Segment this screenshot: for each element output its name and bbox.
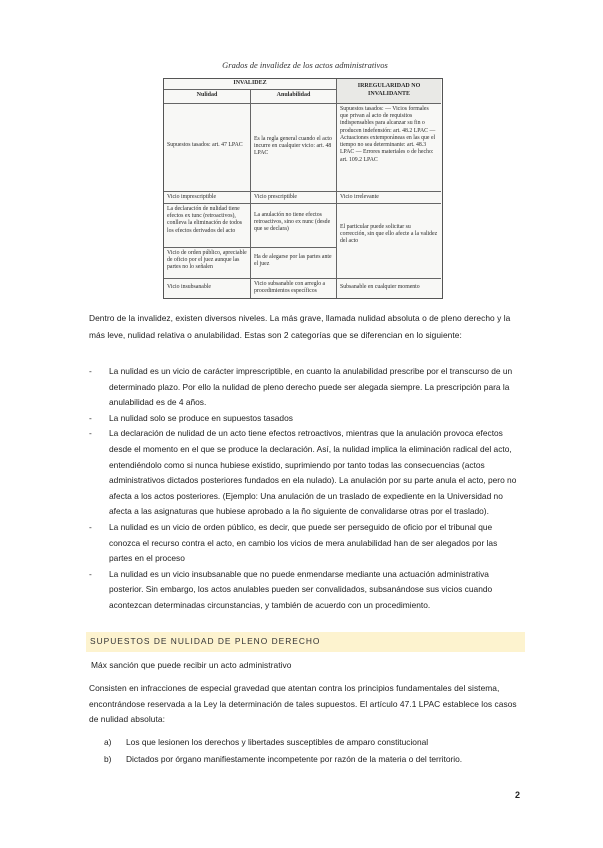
intro-paragraph: Dentro de la invalidez, existen diversos niveles. La más grave, llamada nulidad absoluta o de pleno derecho y la más leve, nulidad relativa o anulabilidad. Estas son 2 categorías que se diferencian en lo siguiente: (89, 313, 511, 340)
list-item-text: Los que lesionen los derechos y libertades susceptibles de amparo constitucional (126, 737, 429, 747)
header-invalidez: INVALIDEZ (233, 80, 267, 86)
cell-r34-irregularidad: El particular puede solicitar su corrección, sin que ello afecte a la validez del acto (340, 224, 438, 245)
header-irregularidad: IRREGULARIDAD NO INVALIDANTE (337, 79, 441, 103)
section-heading: SUPUESTOS DE NULIDAD DE PLENO DERECHO (90, 636, 321, 646)
page-number: 2 (515, 790, 521, 800)
list-item (104, 751, 534, 768)
list-item-text: La nulidad solo se produce en supuestos tasados (109, 412, 293, 423)
cell-r1-irregularidad: Supuestos tasados: — Vicios formales que privan al acto de requisitos indispensables para alcanzar su fin o producen indefensión: art. 48.2 LPAC — Actuaciones extemporáneas en las que el tiempo no sea determinante: art. 48.3 LPAC — Errores materiales o de hecho: art. 109.2 LPAC (340, 106, 436, 163)
table-title: Grados de invalidez de los actos administrativos (222, 60, 388, 70)
list-item (89, 567, 519, 614)
cell-r3-anulabilidad: La anulación no tiene efectos retroactivos, sino ex nunc (desde que se declara) (254, 212, 331, 233)
bullet-marker: - (89, 366, 92, 376)
list-item (89, 426, 519, 520)
cell-r2-anulabilidad: Vicio prescriptible (254, 194, 297, 200)
col-anulabilidad: Anulabilidad (276, 92, 311, 98)
list-item-text: La nulidad es un vicio insubsanable que no puede enmendarse mediante una actuación administrativa posterior. Sin embargo, los actos anulables pueden ser convalidados, subsanándose sus vicios cuando acontezcan determinadas circunstancias, y también de acuerdo con un procedimiento. (109, 568, 493, 610)
list-item (89, 411, 519, 427)
list-item-text: Dictados por órgano manifiestamente incompetente por razón de la materia o del territorio. (126, 754, 463, 764)
differences-list (89, 364, 519, 614)
bullet-marker: - (89, 412, 92, 423)
cell-r5-irregularidad: Subsanable en cualquier momento (340, 284, 420, 290)
subheading: Máx sanción que puede recibir un acto administrativo (91, 660, 292, 670)
list-item-text: La nulidad es un vicio de orden público, es decir, que puede ser perseguido de oficio por el tribunal que conozca el recurso contra el acto, en cambio los vicios de mera anulabilidad han de ser alegados por las partes en el proceso (109, 521, 498, 564)
cell-r2-nulidad: Vicio imprescriptible (167, 194, 217, 200)
cell-r4-nulidad: Vicio de orden público, apreciable de oficio por el juez aunque las partes no lo señalen (167, 250, 247, 271)
bullet-marker: - (89, 568, 92, 579)
bullet-marker: - (89, 428, 92, 439)
invalidity-grades-table (163, 78, 443, 299)
list-marker: b) (104, 754, 112, 764)
cell-r5-anulabilidad: Vicio subsanable con arreglo a procedimientos específicos (254, 281, 326, 295)
cell-r3-nulidad: La declaración de nulidad tiene efectos ex tunc (retroactivos), conlleva la eliminación de todos los efectos derivados del acto (167, 206, 243, 234)
cell-r1-anulabilidad: Es la regla general cuando el acto incurre en cualquier vicio: art. 48 LPAC (254, 136, 332, 157)
bullet-marker: - (89, 521, 92, 532)
cell-r2-irregularidad: Vicio irrelevante (340, 194, 379, 200)
cell-r4-anulabilidad: Ha de alegarse por las partes ante el juez (254, 254, 332, 268)
list-item (89, 364, 519, 411)
list-item-text: La nulidad es un vicio de carácter imprescriptible, en cuanto la anulabilidad prescribe por el transcurso de un determinado plazo. Por ello la nulidad de pleno derecho puede ser alegada siempre. La prescripción para la anulabilidad es de 4 años. (109, 366, 513, 408)
list-item (89, 520, 519, 567)
nullity-cases-list (104, 734, 534, 768)
list-item-text: La declaración de nulidad de un acto tiene efectos retroactivos, mientras que la anulación provoca efectos desde el momento en el que se produce la declaración. Así, la nulidad implica la eliminación radical del acto, entendiéndolo como si nunca hubiese existido, suprimiendo por tanto todas las consecuencias (actos administrativos dictados posteriores fundados en ela nulado). La anulación por su parte anula el acto, pero no afecta a los actos posteriores. (Ejemplo: Una anulación de un traslado de expediente en la Universidad no afecta a las asignaturas que hubiese aprobado a la ño siguiente de convalidarse otras por el traslado). (109, 428, 517, 517)
col-nulidad: Nulidad (196, 92, 218, 98)
section-heading-bar (86, 632, 525, 652)
list-item (104, 734, 534, 751)
list-marker: a) (104, 737, 112, 747)
cell-r1-nulidad: Supuestos tasados: art. 47 LPAC (167, 142, 243, 148)
body-paragraph: Consisten en infracciones de especial gravedad que atentan contra los principios fundamentales del sistema, encontrándose reservada a la Ley la determinación de tales supuestos. El artículo 47.1 LPAC establece los casos de nulidad absoluta: (89, 683, 517, 724)
cell-r5-nulidad: Vicio insubsanable (167, 284, 211, 290)
